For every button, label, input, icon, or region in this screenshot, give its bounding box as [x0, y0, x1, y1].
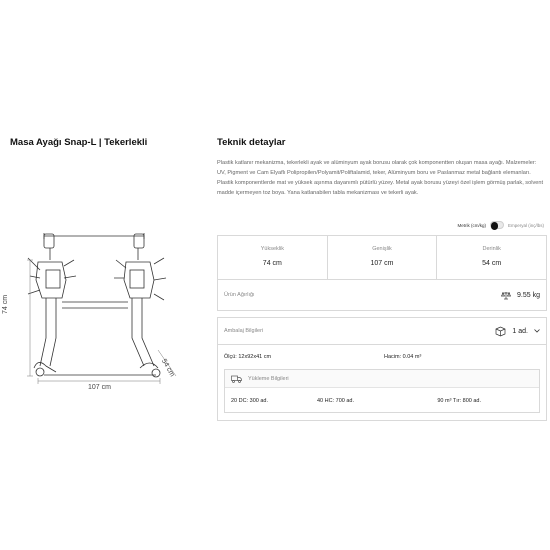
- loading-values: [225, 388, 539, 413]
- loading-40hc: 40 HC: 700 ad.: [317, 397, 354, 404]
- packaging-panel: [217, 317, 547, 421]
- width-dimension-label: 107 cm: [88, 384, 111, 391]
- loading-20dc: 20 DC: 300 ad.: [231, 397, 268, 404]
- product-drawing: [0, 218, 210, 398]
- table-leg-technical-drawing: [0, 218, 210, 398]
- toggle-knob: [491, 222, 499, 230]
- packaging-label: Ambalaj Bilgileri: [224, 328, 264, 334]
- packaging-quantity: 1 ad.: [512, 327, 528, 335]
- truck-icon: [231, 375, 242, 383]
- dimension-cell-depth: [437, 236, 546, 279]
- dimensions-table: [217, 235, 547, 280]
- section-title: Teknik detaylar: [217, 137, 286, 148]
- packaging-size: Ölçü: 12x92x41 cm: [224, 354, 272, 360]
- loading-header: [225, 370, 539, 388]
- imperial-label[interactable]: Emperyal (inç/lbs): [507, 222, 544, 228]
- metric-label[interactable]: Metrik (cm/kg): [457, 222, 486, 228]
- product-description: Plastik katlanır mekanizma, tekerlekli ayak ve alüminyum ayak borusu olarak çok komponentten oluşan masa ayağı. Malzemeler: UV, Pigment ve Cam Elyaflı Polipropilen/Polyamit/Poliftalamid, teker, Alüminyum boru ve Paslanmaz metal bağlantı elemanları. Plastik komponentlerde mat ve yüksek aşınma dayanımlı pütürlü yüzey. Metal ayak borusu yüzeyi özel işlem görmüş parlak, solvent madde içermeyen toz boya. Yana katlanabilen tabla mekanizması ve tekerli ayak.: [217, 160, 544, 196]
- scale-icon: [501, 291, 511, 300]
- unit-toggle[interactable]: [457, 221, 544, 229]
- packaging-specs: [218, 345, 546, 369]
- weight-value: 9.55 kg: [517, 291, 540, 299]
- dimension-cell-width: [328, 236, 438, 279]
- dimension-value: 74 cm: [262, 260, 282, 267]
- unit-toggle-switch[interactable]: [490, 221, 504, 229]
- weight-row: [217, 280, 547, 311]
- product-title: Masa Ayağı Snap-L | Tekerlekli: [10, 137, 148, 148]
- weight-value-group: [501, 291, 540, 300]
- weight-label: Ürün Ağırlığı: [224, 292, 255, 298]
- dimension-label: Genişlik: [372, 246, 392, 252]
- depth-dimension-label: 54 cm: [159, 358, 176, 379]
- chevron-down-icon[interactable]: [534, 329, 540, 333]
- packaging-header[interactable]: [218, 318, 546, 345]
- dimension-label: Derinlik: [482, 246, 501, 252]
- loading-info: [224, 369, 540, 413]
- dimension-cell-height: [218, 236, 328, 279]
- dimension-value: 107 cm: [370, 260, 394, 267]
- dimension-value: 54 cm: [482, 260, 502, 267]
- height-dimension-label: 74 cm: [2, 294, 9, 314]
- loading-90m3-truck: 90 m³ Tır: 800 ad.: [437, 397, 481, 404]
- packaging-volume: Hacim: 0.04 m³: [384, 354, 422, 360]
- dimension-label: Yükseklik: [260, 246, 284, 252]
- packaging-quantity-group[interactable]: [495, 326, 540, 337]
- loading-label: Yükleme Bilgileri: [248, 375, 289, 382]
- box-icon: [495, 326, 506, 337]
